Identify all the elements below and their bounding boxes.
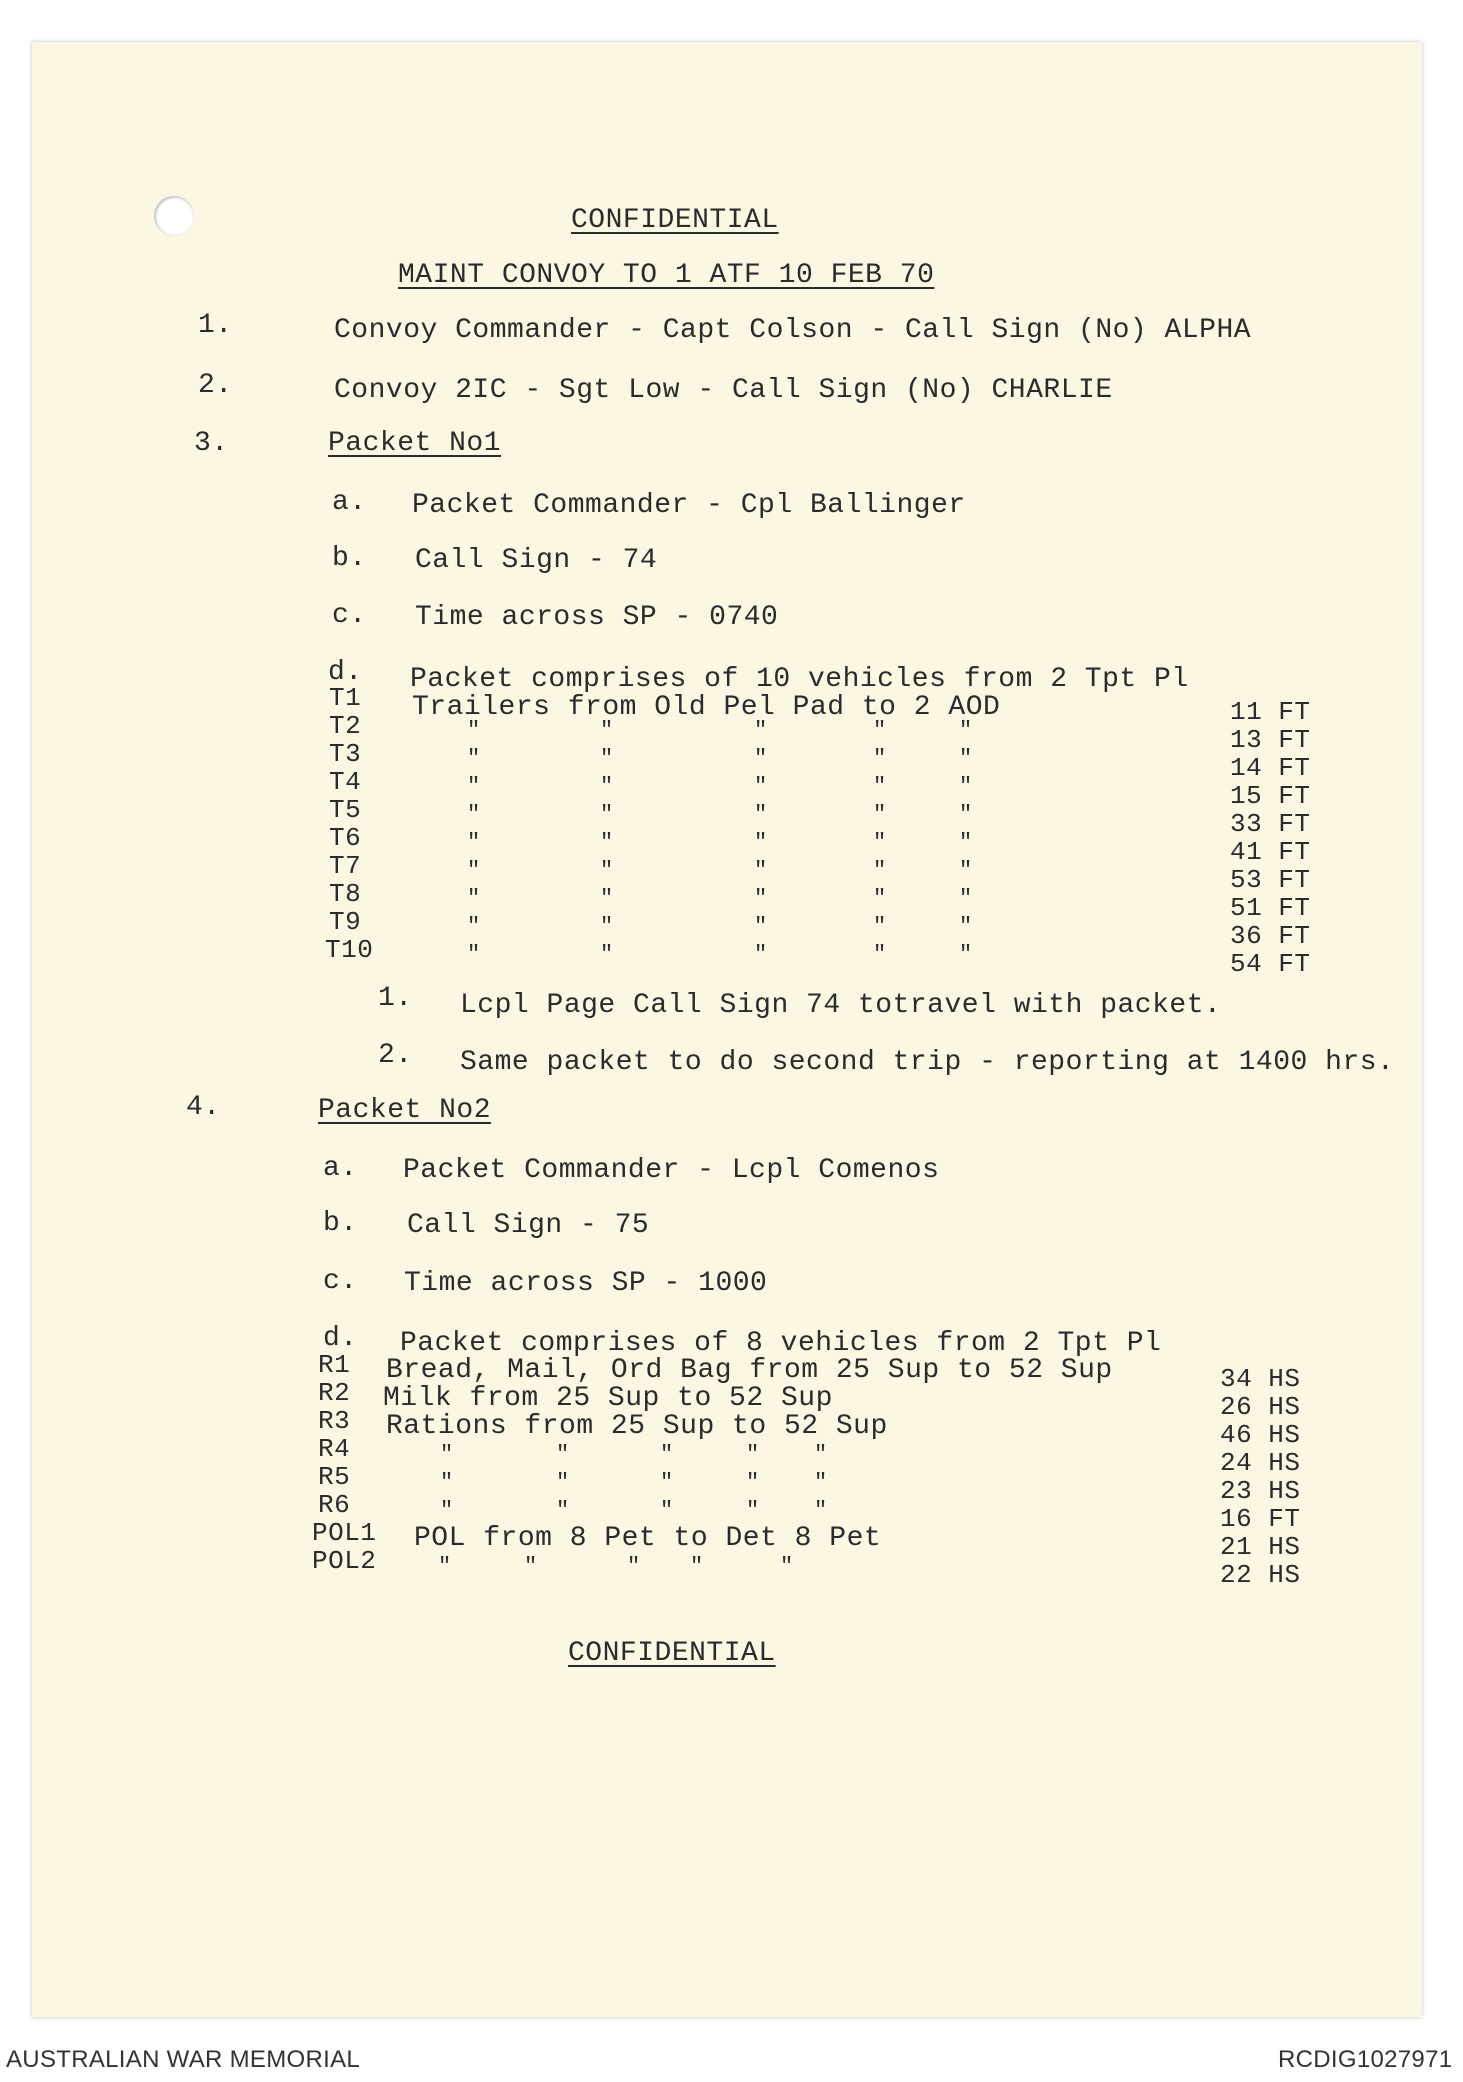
ditto-mark: " — [746, 1498, 760, 1523]
ditto-mark: " — [600, 914, 614, 939]
ditto-mark: " — [440, 1442, 454, 1467]
ditto-mark: " — [959, 942, 973, 967]
ditto-mark: " — [873, 774, 887, 799]
archive-reference: RCDIG1027971 — [1278, 2046, 1453, 2073]
punch-hole — [154, 196, 194, 236]
note-number: 1. — [378, 983, 413, 1014]
ditto-mark: " — [814, 1470, 828, 1495]
ditto-mark: " — [873, 802, 887, 827]
vehicle-code: R4 — [318, 1434, 351, 1464]
vehicle-size: 33 FT — [1230, 809, 1311, 839]
vehicle-code: T1 — [329, 683, 362, 713]
ditto-mark: " — [556, 1498, 570, 1523]
ditto-mark: " — [467, 914, 481, 939]
note-number: 2. — [378, 1040, 413, 1071]
ditto-mark: " — [467, 746, 481, 771]
ditto-mark: " — [600, 802, 614, 827]
ditto-mark: " — [467, 942, 481, 967]
ditto-mark: " — [754, 942, 768, 967]
packet2-c-label: c. — [323, 1266, 358, 1297]
ditto-mark: " — [754, 858, 768, 883]
packet1-time: Time across SP - 0740 — [415, 602, 779, 633]
ditto-mark: " — [873, 746, 887, 771]
ditto-mark: " — [959, 830, 973, 855]
ditto-mark: " — [690, 1554, 704, 1579]
document-title: MAINT CONVOY TO 1 ATF 10 FEB 70 — [398, 260, 935, 291]
vehicle-code: R1 — [318, 1350, 351, 1380]
packet1-c-label: c. — [332, 600, 367, 631]
ditto-mark: " — [467, 858, 481, 883]
ditto-mark: " — [780, 1554, 794, 1579]
packet1-b-label: b. — [332, 543, 367, 574]
ditto-mark: " — [600, 830, 614, 855]
vehicle-size: 21 HS — [1220, 1532, 1301, 1562]
ditto-mark: " — [814, 1498, 828, 1523]
convoy-commander-line: Convoy Commander - Capt Colson - Call Sign (No) ALPHA — [334, 315, 1252, 346]
vehicle-description: Rations from 25 Sup to 52 Sup — [386, 1411, 888, 1442]
ditto-mark: " — [959, 718, 973, 743]
vehicle-code: R6 — [318, 1490, 351, 1520]
ditto-mark: " — [600, 746, 614, 771]
vehicle-code: POL2 — [312, 1546, 377, 1576]
vehicle-size: 41 FT — [1230, 837, 1311, 867]
vehicle-size: 23 HS — [1220, 1476, 1301, 1506]
packet1-composition: Packet comprises of 10 vehicles from 2 Tpt Pl — [410, 664, 1189, 695]
packet1-note-1: Lcpl Page Call Sign 74 totravel with packet. — [460, 990, 1222, 1021]
ditto-mark: " — [600, 718, 614, 743]
packet2-composition: Packet comprises of 8 vehicles from 2 Tpt Pl — [400, 1328, 1162, 1359]
ditto-mark: " — [440, 1498, 454, 1523]
ditto-mark: " — [467, 774, 481, 799]
packet2-heading: Packet No2 — [318, 1095, 492, 1126]
vehicle-size: 54 FT — [1230, 949, 1311, 979]
vehicle-code: R5 — [318, 1462, 351, 1492]
vehicle-size: 34 HS — [1220, 1364, 1301, 1394]
packet1-a-label: a. — [332, 487, 367, 518]
vehicle-description: Bread, Mail, Ord Bag from 25 Sup to 52 Sup — [386, 1355, 1113, 1386]
item-number: 4. — [186, 1092, 221, 1123]
vehicle-size: 51 FT — [1230, 893, 1311, 923]
packet1-call-sign: Call Sign - 74 — [415, 545, 658, 576]
ditto-mark: " — [627, 1554, 641, 1579]
vehicle-size: 16 FT — [1220, 1504, 1301, 1534]
ditto-mark: " — [873, 914, 887, 939]
vehicle-code: T2 — [329, 711, 362, 741]
ditto-mark: " — [600, 942, 614, 967]
packet2-b-label: b. — [323, 1208, 358, 1239]
vehicle-code: R3 — [318, 1406, 351, 1436]
ditto-mark: " — [660, 1498, 674, 1523]
vehicle-code: T7 — [329, 851, 362, 881]
ditto-mark: " — [660, 1470, 674, 1495]
ditto-mark: " — [467, 886, 481, 911]
ditto-mark: " — [873, 858, 887, 883]
confidential-header: CONFIDENTIAL — [571, 205, 779, 236]
convoy-2ic-line: Convoy 2IC - Sgt Low - Call Sign (No) CHARLIE — [334, 375, 1113, 406]
ditto-mark: " — [754, 718, 768, 743]
ditto-mark: " — [524, 1554, 538, 1579]
vehicle-code: POL1 — [312, 1518, 377, 1548]
ditto-mark: " — [959, 886, 973, 911]
packet2-a-label: a. — [323, 1153, 358, 1184]
ditto-mark: " — [959, 914, 973, 939]
vehicle-code: T8 — [329, 879, 362, 909]
ditto-mark: " — [814, 1442, 828, 1467]
ditto-mark: " — [959, 858, 973, 883]
ditto-mark: " — [754, 886, 768, 911]
packet1-heading: Packet No1 — [328, 428, 502, 459]
vehicle-size: 15 FT — [1230, 781, 1311, 811]
ditto-mark: " — [959, 746, 973, 771]
vehicle-size: 36 FT — [1230, 921, 1311, 951]
packet1-commander: Packet Commander - Cpl Ballinger — [412, 490, 966, 521]
ditto-mark: " — [754, 802, 768, 827]
ditto-mark: " — [467, 830, 481, 855]
ditto-mark: " — [754, 830, 768, 855]
vehicle-code: R2 — [318, 1378, 351, 1408]
packet1-d-label: d. — [328, 657, 363, 688]
vehicle-size: 13 FT — [1230, 725, 1311, 755]
vehicle-code: T5 — [329, 795, 362, 825]
ditto-mark: " — [467, 802, 481, 827]
vehicle-size: 24 HS — [1220, 1448, 1301, 1478]
vehicle-code: T4 — [329, 767, 362, 797]
ditto-mark: " — [440, 1470, 454, 1495]
packet2-call-sign: Call Sign - 75 — [407, 1210, 650, 1241]
vehicle-code: T9 — [329, 907, 362, 937]
vehicle-description: Milk from 25 Sup to 52 Sup — [383, 1383, 833, 1414]
vehicle-code: T3 — [329, 739, 362, 769]
ditto-mark: " — [873, 718, 887, 743]
ditto-mark: " — [754, 774, 768, 799]
ditto-mark: " — [754, 914, 768, 939]
ditto-mark: " — [873, 830, 887, 855]
vehicle-code: T6 — [329, 823, 362, 853]
vehicle-size: 22 HS — [1220, 1560, 1301, 1590]
ditto-mark: " — [873, 942, 887, 967]
vehicle-size: 46 HS — [1220, 1420, 1301, 1450]
ditto-mark: " — [959, 802, 973, 827]
confidential-footer: CONFIDENTIAL — [568, 1638, 776, 1669]
ditto-mark: " — [600, 858, 614, 883]
ditto-mark: " — [556, 1470, 570, 1495]
ditto-mark: " — [467, 718, 481, 743]
ditto-mark: " — [746, 1442, 760, 1467]
ditto-mark: " — [873, 886, 887, 911]
vehicle-size: 11 FT — [1230, 697, 1311, 727]
vehicle-code: T10 — [325, 935, 374, 965]
packet1-route: Trailers from Old Pel Pad to 2 AOD — [412, 692, 1001, 723]
ditto-mark: " — [600, 886, 614, 911]
packet2-d-label: d. — [323, 1323, 358, 1354]
packet1-note-2: Same packet to do second trip - reporting at 1400 hrs. — [460, 1047, 1395, 1078]
ditto-mark: " — [746, 1470, 760, 1495]
packet2-time: Time across SP - 1000 — [404, 1268, 768, 1299]
ditto-mark: " — [660, 1442, 674, 1467]
vehicle-size: 53 FT — [1230, 865, 1311, 895]
ditto-mark: " — [754, 746, 768, 771]
item-number: 3. — [194, 428, 229, 459]
packet2-commander: Packet Commander - Lcpl Comenos — [403, 1155, 940, 1186]
ditto-mark: " — [438, 1554, 452, 1579]
item-number: 2. — [198, 370, 233, 401]
vehicle-size: 26 HS — [1220, 1392, 1301, 1422]
vehicle-size: 14 FT — [1230, 753, 1311, 783]
vehicle-description: POL from 8 Pet to Det 8 Pet — [414, 1523, 882, 1554]
ditto-mark: " — [600, 774, 614, 799]
ditto-mark: " — [556, 1442, 570, 1467]
item-number: 1. — [198, 310, 233, 341]
ditto-mark: " — [959, 774, 973, 799]
archive-credit: AUSTRALIAN WAR MEMORIAL — [6, 2046, 361, 2073]
